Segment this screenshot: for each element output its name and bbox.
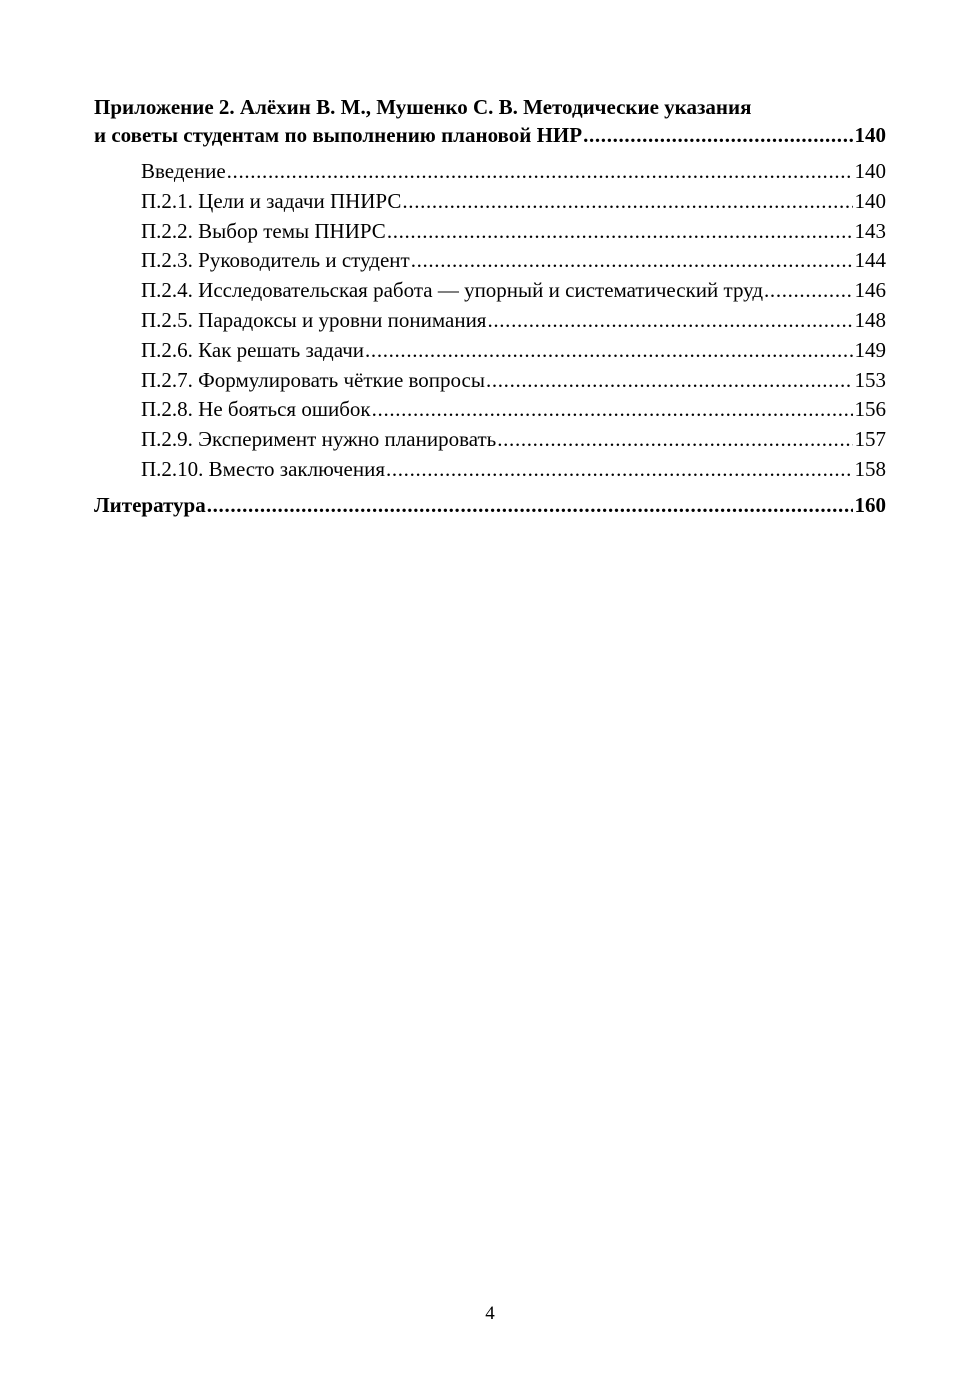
section-title: П.2.7. Формулировать чёткие вопросы [141,367,485,392]
section-title: П.2.3. Руководитель и студент [141,248,410,273]
section-title: П.2.5. Парадоксы и уровни понимания [141,307,487,332]
section-page-number: 146 [854,278,886,303]
toc-entry-p-2-8 [94,395,886,425]
toc-entry-p-2-3 [94,246,886,276]
leader-dots [387,217,853,247]
leader-dots [583,121,852,149]
leader-dots [372,395,853,425]
leader-dots [227,157,853,187]
literature-title: Литература [94,492,206,517]
leader-dots [402,187,852,217]
toc-entry-literature [94,491,886,519]
appendix-title-text: и советы студентам по выполнению плановой НИР [94,123,583,147]
section-page-number: 157 [854,427,886,452]
appendix-page-number: 140 [854,123,886,147]
toc-entry-p-2-2 [94,217,886,247]
section-page-number: 140 [854,188,886,213]
section-title: П.2.6. Как решать задачи [141,337,365,362]
section-title: П.2.4. Исследовательская работа — упорный и систематический труд [141,278,764,303]
toc-entry-p-2-1 [94,187,886,217]
section-page-number: 144 [854,248,886,273]
toc-entry-p-2-5 [94,306,886,336]
section-page-number: 149 [854,337,886,362]
leader-dots [207,491,853,519]
section-page-number: 153 [854,367,886,392]
appendix-title-line-2 [94,121,886,149]
section-title: П.2.10. Вместо заключения [141,456,385,481]
toc-entry-appendix-2 [94,93,886,149]
leader-dots [764,276,852,306]
toc-entry-p-2-10 [94,455,886,485]
section-page-number: 156 [854,397,886,422]
section-title: П.2.8. Не бояться ошибок [141,397,371,422]
leader-dots [386,455,853,485]
toc-entry-p-2-4 [94,276,886,306]
table-of-contents [94,93,886,519]
leader-dots [365,336,852,366]
toc-entry-introduction [94,157,886,187]
section-title: П.2.2. Выбор темы ПНИРС [141,218,386,243]
page-footer-number: 4 [485,1303,495,1324]
leader-dots [487,306,852,336]
leader-dots [486,366,853,396]
section-title: Введение [141,159,226,183]
appendix-title-line-1: Приложение 2. Алёхин В. М., Мушенко С. В. Методические указания [94,95,752,119]
literature-page-number: 160 [854,492,886,517]
leader-dots [411,246,853,276]
toc-entry-p-2-6 [94,336,886,366]
leader-dots [497,425,852,455]
section-title: П.2.9. Эксперимент нужно планировать [141,427,497,452]
toc-entry-p-2-7 [94,366,886,396]
section-page-number: 140 [854,159,886,183]
section-page-number: 143 [854,218,886,243]
section-page-number: 158 [854,456,886,481]
section-page-number: 148 [854,307,886,332]
toc-entry-p-2-9 [94,425,886,455]
section-title: П.2.1. Цели и задачи ПНИРС [141,188,402,213]
section-list [94,157,886,485]
